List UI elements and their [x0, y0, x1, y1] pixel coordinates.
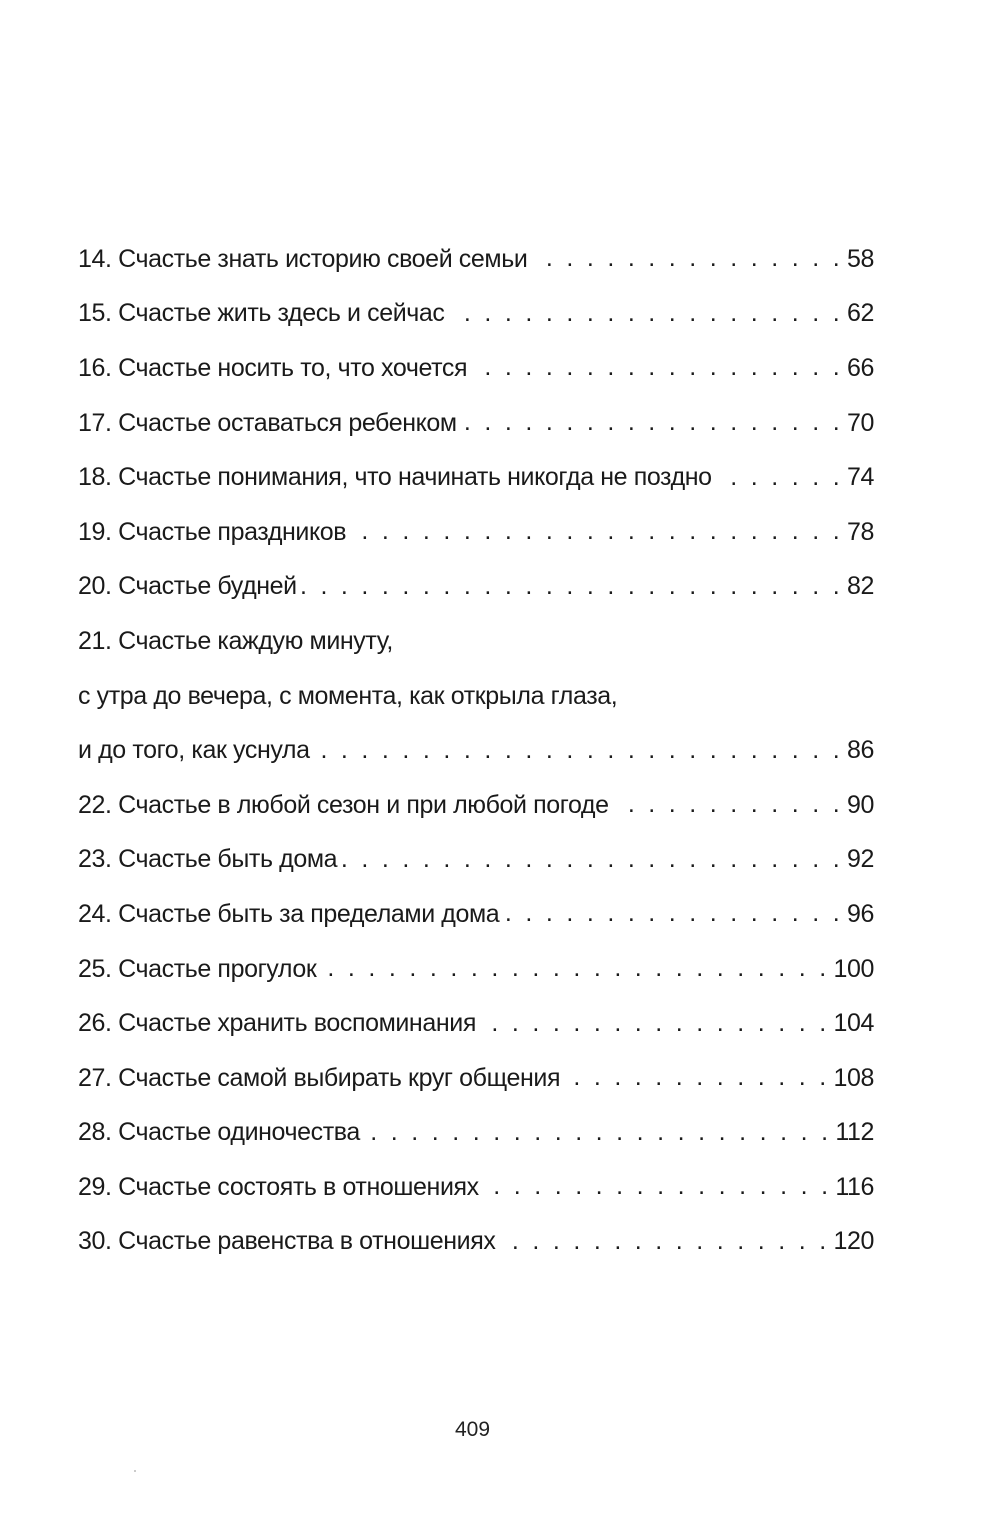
entry-page: 108	[833, 1063, 874, 1092]
entry-number: 16.	[78, 353, 112, 382]
dot-leader	[364, 1118, 831, 1148]
dot-leader	[480, 1009, 830, 1039]
entry-number: 20.	[78, 572, 112, 601]
entry-number: 21.	[78, 626, 112, 655]
entry-page: 62	[846, 299, 874, 328]
dot-leader	[341, 845, 843, 875]
entry-title: Счастье состоять в отношениях	[118, 1172, 479, 1201]
toc-entry-20[interactable]	[78, 560, 874, 615]
entry-page: 86	[846, 736, 874, 765]
dot-leader	[301, 572, 843, 602]
entry-title-continued: и до того, как уснула	[78, 736, 310, 765]
entry-title: Счастье понимания, что начинать никогда не поздно	[118, 463, 712, 492]
toc-entry-19[interactable]	[78, 505, 874, 560]
entry-number: 22.	[78, 790, 112, 819]
entry-number: 24.	[78, 899, 112, 928]
entry-title: Счастье оставаться ребенком	[118, 408, 457, 437]
entry-title: Счастье в любой сезон и при любой погоде	[118, 790, 609, 819]
entry-page: 112	[835, 1118, 874, 1147]
entry-page: 116	[835, 1172, 874, 1201]
entry-page: 78	[846, 517, 874, 546]
dot-leader	[613, 790, 843, 820]
entry-page: 74	[846, 463, 874, 492]
toc-entry-15[interactable]	[78, 287, 874, 342]
entry-page: 120	[833, 1227, 874, 1256]
entry-page: 96	[846, 899, 874, 928]
entry-page: 92	[846, 845, 874, 874]
dot-leader	[503, 899, 843, 929]
toc-entry-25[interactable]	[78, 942, 874, 997]
entry-number: 14.	[78, 244, 112, 273]
table-of-contents	[78, 232, 874, 1269]
toc-entry-30[interactable]	[78, 1215, 874, 1270]
entry-title: Счастье жить здесь и сейчас	[118, 299, 445, 328]
toc-entry-23[interactable]	[78, 833, 874, 888]
entry-number: 30.	[78, 1227, 112, 1256]
entry-title: Счастье одиночества	[118, 1118, 360, 1147]
entry-title: Счастье носить то, что хочется	[118, 353, 468, 382]
toc-entry-21-line3[interactable]	[78, 723, 874, 778]
entry-number: 23.	[78, 845, 112, 874]
entry-page: 66	[846, 353, 874, 382]
entry-number: 29.	[78, 1172, 112, 1201]
entry-number: 27.	[78, 1063, 112, 1092]
toc-entry-18[interactable]	[78, 450, 874, 505]
entry-title: Счастье знать историю своей семьи	[118, 244, 528, 273]
dot-leader	[350, 517, 843, 547]
toc-entry-21-line2[interactable]	[78, 669, 874, 724]
dot-leader	[320, 954, 829, 984]
dot-leader	[716, 463, 843, 493]
entry-title: Счастье прогулок	[118, 954, 317, 983]
entry-number: 15.	[78, 299, 112, 328]
entry-page: 70	[846, 408, 874, 437]
entry-number: 18.	[78, 463, 112, 492]
entry-title: Счастье быть дома	[118, 845, 338, 874]
toc-entry-26[interactable]	[78, 996, 874, 1051]
dot-leader	[483, 1172, 832, 1202]
toc-entry-27[interactable]	[78, 1051, 874, 1106]
dot-leader	[564, 1063, 829, 1093]
dot-leader	[449, 299, 843, 329]
entry-number: 17.	[78, 408, 112, 437]
entry-number: 19.	[78, 517, 112, 546]
dot-leader	[531, 244, 843, 274]
entry-page: 82	[846, 572, 874, 601]
entry-title-continued: с утра до вечера, с момента, как открыла глаза,	[78, 681, 618, 710]
entry-page: 104	[833, 1009, 874, 1038]
entry-title: Счастье самой выбирать круг общения	[118, 1063, 561, 1092]
toc-entry-16[interactable]	[78, 341, 874, 396]
entry-title: Счастье праздников	[118, 517, 347, 546]
dot-leader	[499, 1227, 829, 1257]
entry-title: Счастье хранить воспоминания	[118, 1009, 476, 1038]
dot-leader	[471, 353, 843, 383]
dot-leader	[314, 736, 843, 766]
entry-page: 90	[846, 790, 874, 819]
entry-number: 26.	[78, 1009, 112, 1038]
toc-entry-14[interactable]	[78, 232, 874, 287]
toc-entry-29[interactable]	[78, 1160, 874, 1215]
entry-title: Счастье будней	[118, 572, 297, 601]
toc-entry-21-line1[interactable]	[78, 614, 874, 669]
entry-title: Счастье быть за пределами дома	[118, 899, 500, 928]
dot-leader	[461, 408, 843, 438]
toc-entry-22[interactable]	[78, 778, 874, 833]
entry-title: Счастье равенства в отношениях	[118, 1227, 496, 1256]
toc-entry-17[interactable]	[78, 396, 874, 451]
entry-number: 28.	[78, 1118, 112, 1147]
toc-entry-28[interactable]	[78, 1106, 874, 1161]
entry-page: 58	[846, 244, 874, 273]
entry-page: 100	[833, 954, 874, 983]
entry-title: Счастье каждую минуту,	[118, 626, 393, 655]
page-number: 409	[454, 1418, 491, 1441]
entry-number: 25.	[78, 954, 112, 983]
toc-entry-24[interactable]	[78, 887, 874, 942]
scan-speck	[134, 1470, 136, 1472]
